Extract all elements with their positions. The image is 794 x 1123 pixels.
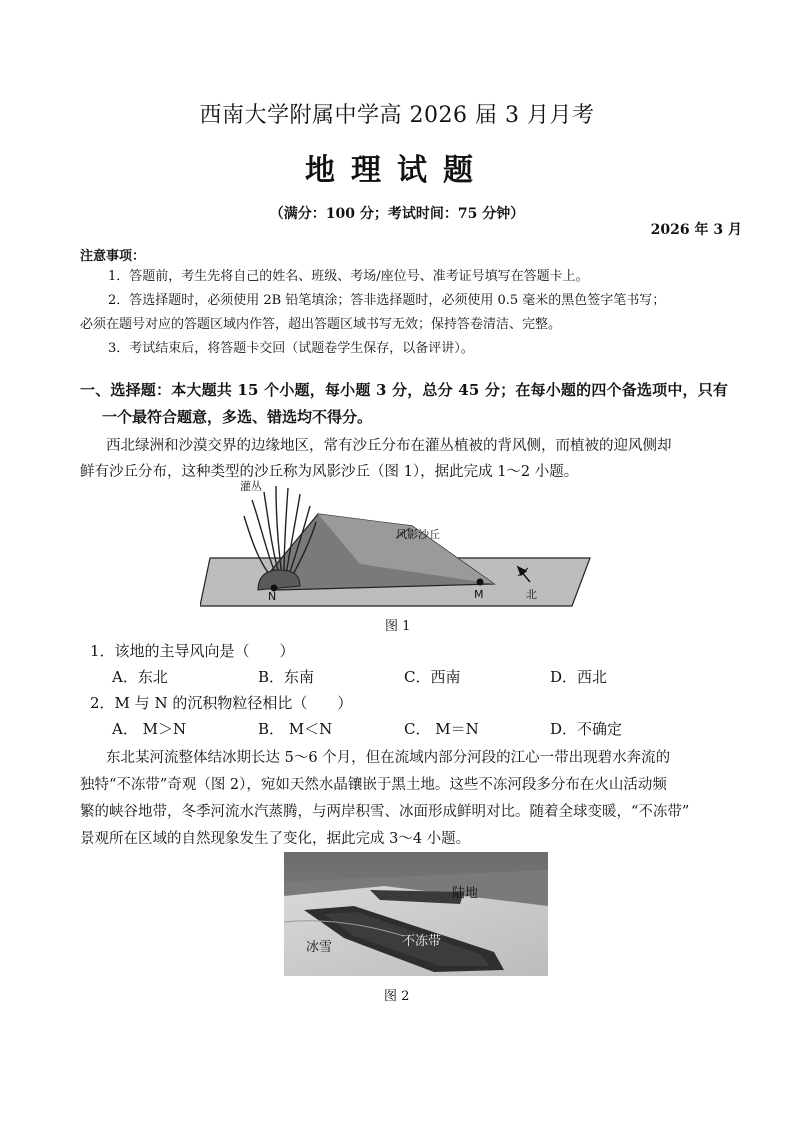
label-n: N bbox=[268, 590, 277, 603]
note-item-3: 3．考试结束后，将答题卡交回（试题卷学生保存，以备评讲）。 bbox=[108, 341, 474, 356]
label-ice: 冰雪 bbox=[306, 940, 333, 955]
question-1-option-a: A．东北 bbox=[112, 668, 168, 686]
label-dune: 风影沙丘 bbox=[396, 528, 440, 541]
question-1-option-d: D．西北 bbox=[550, 668, 608, 686]
subject-title: 地理试题 bbox=[305, 153, 489, 188]
passage-1-line-1: 西北绿洲和沙漠交界的边缘地区，常有沙丘分布在灌丛植被的背风侧，而植被的迎风侧却 bbox=[106, 438, 672, 454]
label-shrub: 灌丛 bbox=[240, 480, 262, 493]
exam-date: 2026 年 3 月 bbox=[650, 222, 742, 238]
question-2-option-c: C． M＝N bbox=[404, 720, 479, 738]
passage-2-line-2: 独特“不冻带”奇观（图 2），宛如天然水晶镶嵌于黑土地。这些不冻河段多分布在火山活动频 bbox=[80, 777, 667, 793]
label-land: 陆地 bbox=[452, 886, 479, 901]
passage-1-line-2: 鲜有沙丘分布，这种类型的沙丘称为风影沙丘（图 1），据此完成 1～2 小题。 bbox=[80, 464, 579, 480]
figure-1-caption: 图 1 bbox=[385, 619, 411, 634]
question-2-option-b: B． M＜N bbox=[258, 720, 333, 738]
note-item-2-line-2: 必须在题号对应的答题区域内作答，超出答题区域书写无效；保持答卷清洁、完整。 bbox=[80, 317, 562, 332]
note-item-1: 1．答题前，考生先将自己的姓名、班级、考场/座位号、准考证号填写在答题卡上。 bbox=[108, 269, 589, 284]
question-1-option-c: C．西南 bbox=[404, 668, 461, 686]
label-m: M bbox=[474, 588, 484, 601]
unfrozen-river-photo bbox=[284, 852, 548, 976]
label-north: 北 bbox=[526, 588, 537, 601]
label-unfrozen: 不冻带 bbox=[402, 934, 442, 949]
notes-title: 注意事项： bbox=[80, 249, 146, 264]
question-1-stem: 1．该地的主导风向是（ ） bbox=[90, 642, 295, 660]
passage-2-line-4: 景观所在区域的自然现象发生了变化，据此完成 3～4 小题。 bbox=[80, 831, 471, 847]
passage-2-line-3: 繁的峡谷地带，冬季河流水汽蒸腾，与两岸积雪、冰面形成鲜明对比。随着全球变暖，“不冻带” bbox=[80, 804, 690, 820]
school-title: 西南大学附属中学高 2026 届 3 月月考 bbox=[199, 103, 595, 128]
question-2-option-d: D．不确定 bbox=[550, 720, 623, 738]
question-2-stem: 2．M 与 N 的沉积物粒径相比（ ） bbox=[90, 694, 353, 712]
question-1-option-b: B．东南 bbox=[258, 668, 315, 686]
section-heading-line-1: 一、选择题：本大题共 15 个小题，每小题 3 分，总分 45 分；在每小题的四个备选项中，只有 bbox=[80, 381, 729, 399]
figure-2-photo bbox=[284, 852, 548, 976]
point-m-marker bbox=[477, 579, 484, 586]
figure-2-caption: 图 2 bbox=[384, 989, 410, 1004]
section-heading-line-2: 一个最符合题意，多选、错选均不得分。 bbox=[102, 408, 373, 426]
exam-info: （满分：100 分；考试时间：75 分钟） bbox=[269, 206, 525, 222]
note-item-2-line-1: 2．答选择题时，必须使用 2B 铅笔填涂；答非选择题时，必须使用 0.5 毫米的黑色签字笔书写； bbox=[108, 293, 666, 308]
figure-1-diagram bbox=[200, 472, 600, 612]
passage-2-line-1: 东北某河流整体结冰期长达 5～6 个月，但在流域内部分河段的江心一带出现碧水奔流的 bbox=[106, 750, 671, 766]
question-2-option-a: A． M＞N bbox=[112, 720, 187, 738]
